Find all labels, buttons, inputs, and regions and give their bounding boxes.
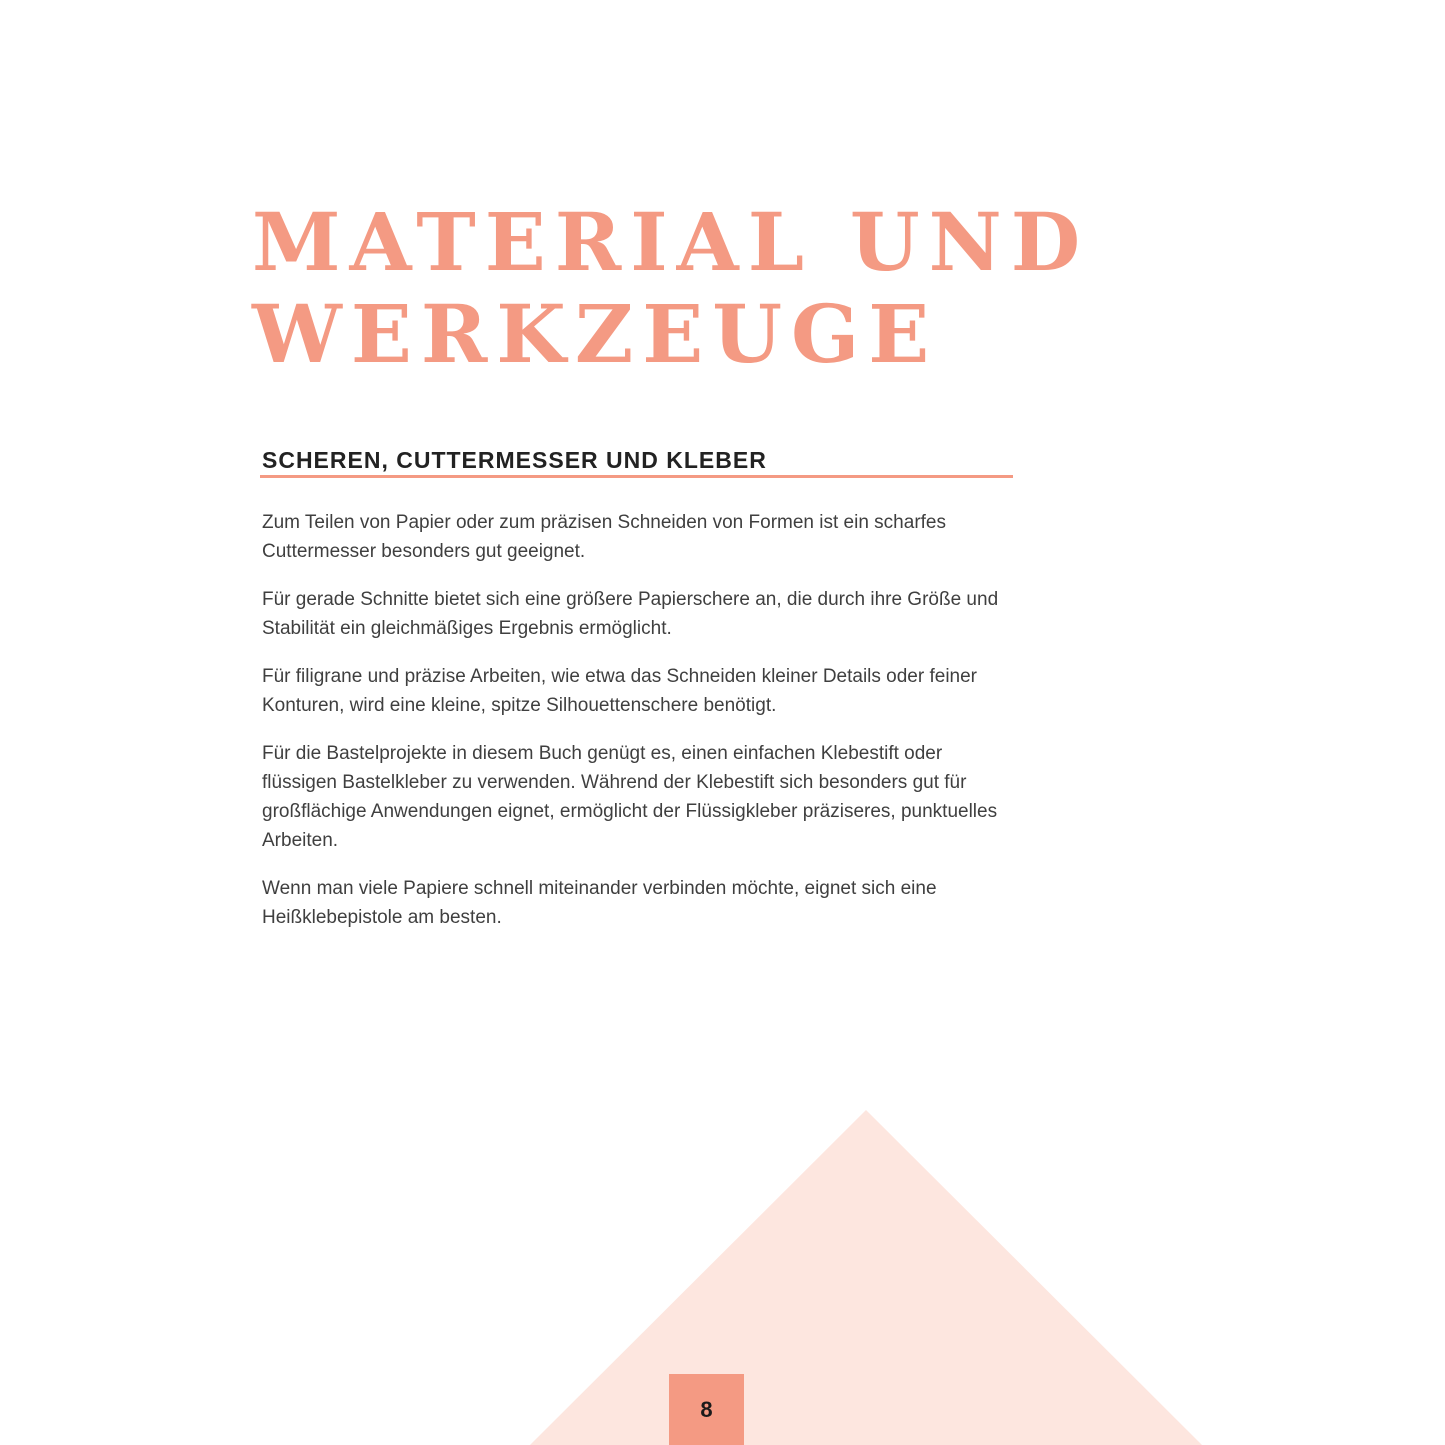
paragraph-kleber: Für die Bastelprojekte in diesem Buch genügt es, einen einfachen Klebestift oder flüssigen Bastelkleber zu verwenden. Während der Klebestift sich besonders gut für großflächige Anwendungen eignet, ermöglicht der Flüssigkleber präziseres, punktuelles Arbeiten. — [262, 743, 998, 851]
page-title-line-2: WERKZEUGE — [252, 287, 939, 381]
page-title-line-1: MATERIAL UND — [252, 195, 1090, 289]
section-heading: SCHEREN, CUTTERMESSER UND KLEBER — [262, 447, 767, 473]
paragraph-silhouettenschere: Für filigrane und präzise Arbeiten, wie etwa das Schneiden kleiner Details oder feiner Konturen, wird eine kleine, spitze Silhouettenschere benötigt. — [262, 666, 978, 716]
heading-underline — [260, 475, 1013, 478]
page-number: 8 — [700, 1396, 713, 1422]
paragraph-cuttermesser: Zum Teilen von Papier oder zum präzisen Schneiden von Formen ist ein scharfes Cuttermesser besonders gut geeignet. — [262, 512, 946, 562]
paragraph-papierschere: Für gerade Schnitte bietet sich eine größere Papierschere an, die durch ihre Größe und Stabilität ein gleichmäßiges Ergebnis ermöglicht. — [262, 589, 999, 639]
page-number-badge — [669, 1374, 744, 1445]
page-title — [252, 196, 1089, 380]
paragraph-heissklebepistole: Wenn man viele Papiere schnell miteinander verbinden möchte, eignet sich eine Heißklebepistole am besten. — [262, 878, 937, 928]
body-text — [262, 508, 1022, 951]
